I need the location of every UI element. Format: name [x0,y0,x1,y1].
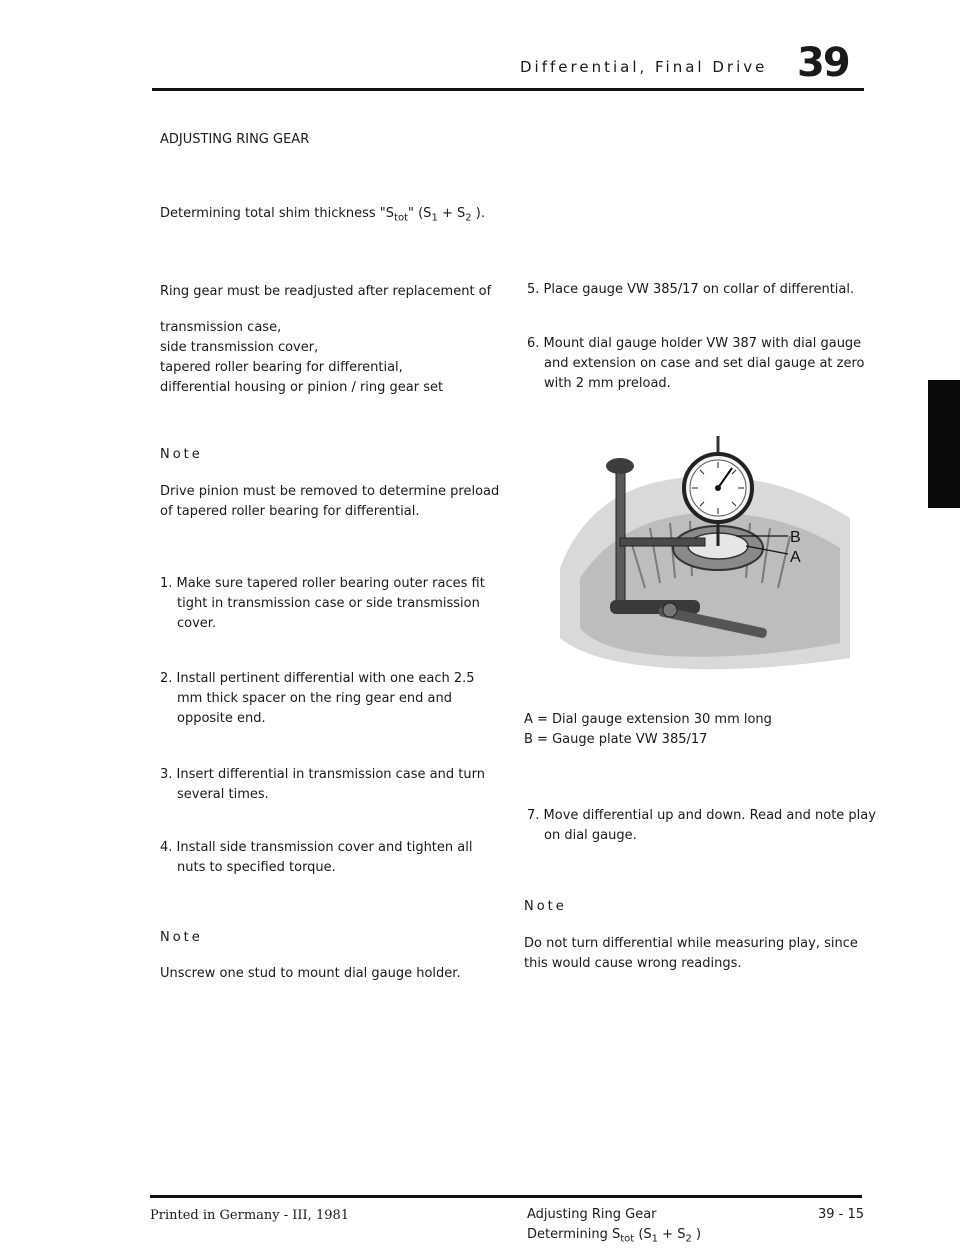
figure-label-a: A [790,549,801,566]
replacement-list [160,318,510,398]
thumb-index-tab [928,380,960,508]
print-info: Printed in Germany - III, 1981 [150,1208,350,1223]
note-label: Note [160,930,203,945]
step-2: 2. Install pertinent differential with one each 2.5 mm thick spacer on the ring gear end and opposite end. [160,671,475,726]
note-text: Do not turn differential while measuring play, since this would cause wrong readings. [524,936,858,971]
dial-gauge-illustration [550,428,860,673]
step-7: 7. Move differential up and down. Read and note play on dial gauge. [527,808,876,843]
chapter-title: Differential, Final Drive [520,58,768,76]
step-1: 1. Make sure tapered roller bearing outer races fit tight in transmission case or side transmission cover. [160,576,485,631]
step-5: 5. Place gauge VW 385/17 on collar of differential. [527,282,855,297]
figure-label-b: B [790,529,801,546]
footer-line-2: Determining $S_{tot}$ ($S_1 + S_2$ ) [527,1227,702,1245]
legend-a: A = Dial gauge extension 30 mm long [524,712,772,727]
list-item: side transmission cover, [160,340,319,355]
footer-rule [150,1195,862,1198]
list-item: transmission case, [160,320,282,335]
intro-text: Ring gear must be readjusted after replacement of [160,284,492,299]
footer-line-1: Adjusting Ring Gear [527,1207,657,1222]
subheading: Determining total shim thickness "$S_{tot}$" ($S_1 + S_2$ ). [160,206,485,224]
section-heading: ADJUSTING RING GEAR [160,132,310,147]
note-text: Unscrew one stud to mount dial gauge holder. [160,966,461,981]
note-text: Drive pinion must be removed to determine preload of tapered roller bearing for differential. [160,484,500,519]
step-4: 4. Install side transmission cover and tighten all nuts to specified torque. [160,840,473,875]
footer-topic [527,1205,787,1250]
note-label: Note [160,447,203,462]
note-label: Note [524,899,567,914]
step-3: 3. Insert differential in transmission case and turn several times. [160,767,485,802]
legend-b: B = Gauge plate VW 385/17 [524,732,708,747]
step-6: 6. Mount dial gauge holder VW 387 with dial gauge and extension on case and set dial gauge at zero with 2 mm preload. [527,336,865,391]
header-rule [152,88,864,91]
figure-legend [524,710,874,750]
section-number: 39 [797,40,849,86]
list-item: tapered roller bearing for differential, [160,360,403,375]
list-item: differential housing or pinion / ring gear set [160,380,444,395]
page-number: 39 - 15 [818,1207,865,1222]
